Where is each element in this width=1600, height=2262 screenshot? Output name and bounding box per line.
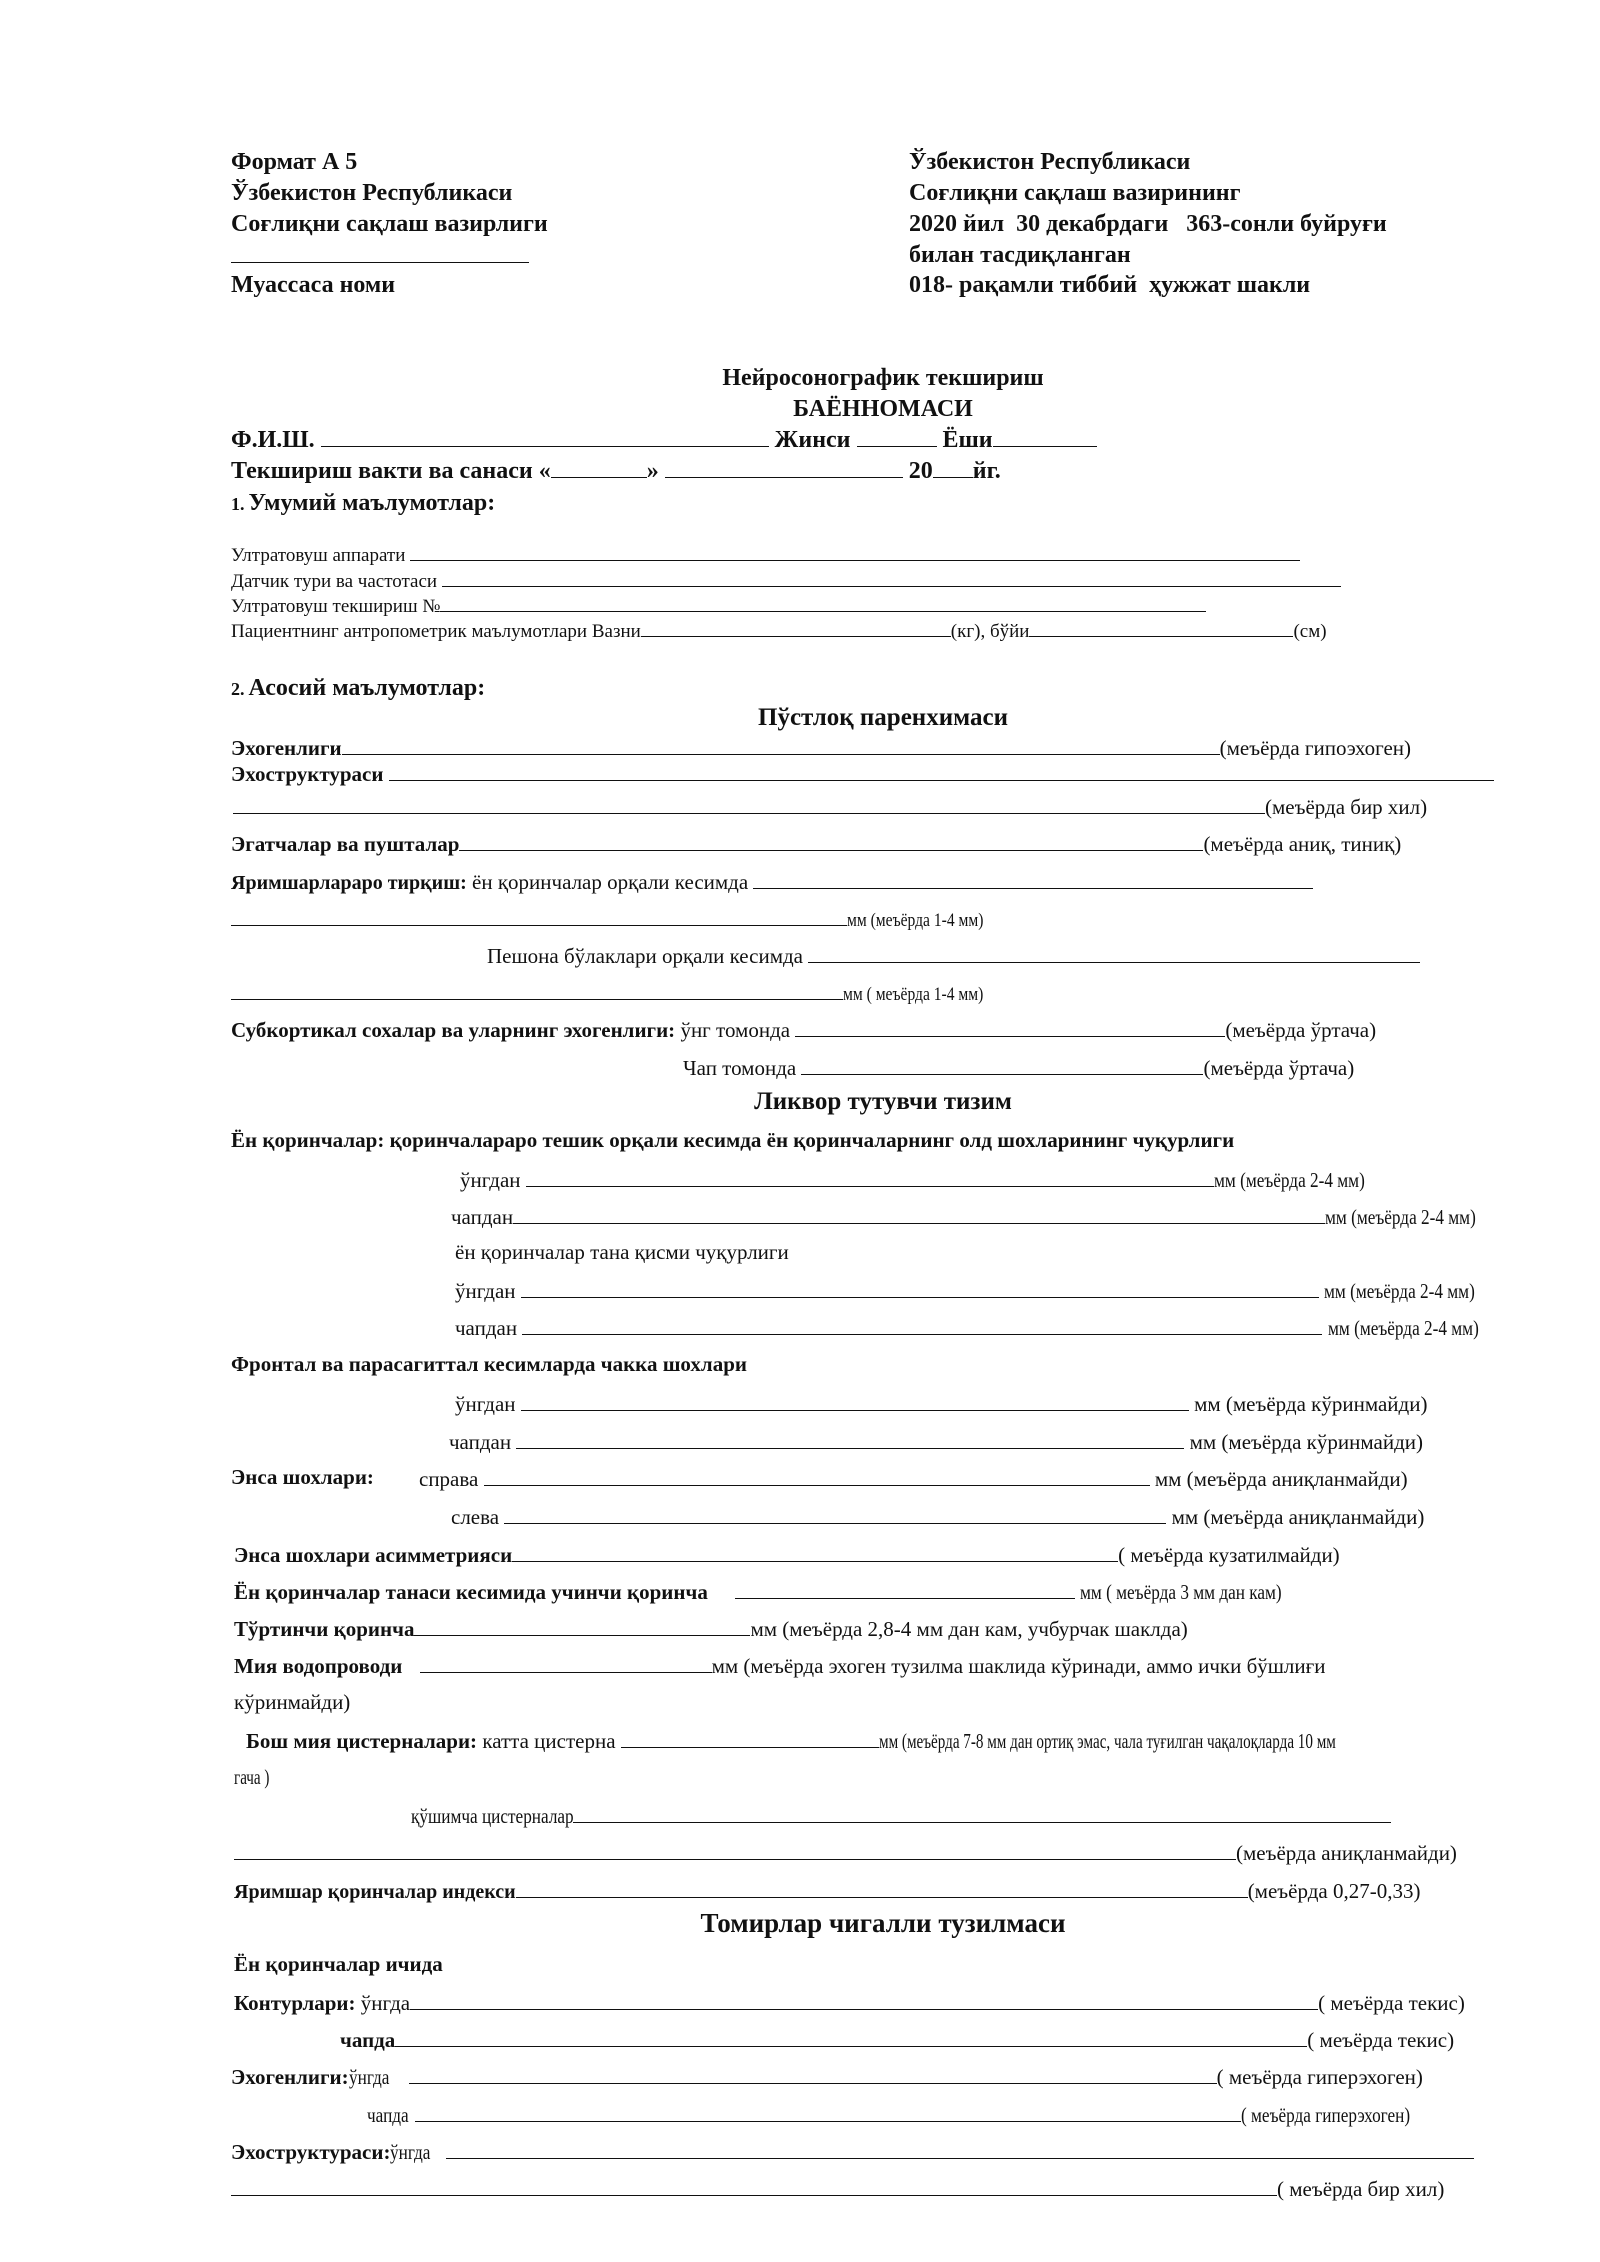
body-right-field[interactable] — [521, 1279, 1319, 1298]
document-title-line1: Нейросонографик текшириш — [722, 365, 1044, 391]
device-label: Ултратовуш аппарати — [231, 545, 406, 566]
contours-left-field[interactable] — [395, 2028, 1307, 2047]
echo-right-norm: ( меъёрда гиперэхоген) — [1216, 2065, 1423, 2089]
echostructure-label: Эхоструктураси — [231, 762, 384, 786]
contours-right-field[interactable] — [410, 1991, 1318, 2010]
occipital-left-label: слева — [451, 1505, 500, 1529]
fourth-ventricle-label: Тўртинчи қоринча — [234, 1617, 415, 1641]
echo-left-label: чапда — [367, 2103, 409, 2127]
echostructure-norm: (меъёрда бир хил) — [1265, 795, 1428, 819]
fissure-text: ён қоринчалар орқали кесимда — [466, 870, 749, 894]
subcortical-right-field[interactable] — [795, 1018, 1225, 1037]
occipital-right-row — [419, 1467, 1408, 1490]
extra-cisterns-norm: (меъёрда аниқланмайди) — [1236, 1841, 1457, 1865]
fissure-norm1: мм (меъёрда 1-4 мм) — [847, 910, 984, 931]
sensor-row — [231, 572, 1341, 591]
cortex-heading: Пўстлоқ паренхимаси — [758, 704, 1008, 731]
echostructure-row2 — [233, 795, 1427, 818]
temporal-left-norm: мм (меъёрда кўринмайди) — [1189, 1430, 1423, 1454]
struct-right-row — [231, 2140, 1474, 2163]
header-right-ministry: Соғлиқни сақлаш вазирининг — [909, 180, 1241, 206]
index-label: Яримшар қоринчалар индекси — [234, 1881, 516, 1903]
fissure-field-2[interactable] — [231, 907, 847, 926]
sensor-label: Датчик тури ва частотаси — [231, 571, 438, 592]
institution-label: Муассаса номи — [231, 272, 396, 298]
temporal-right-row — [455, 1392, 1427, 1415]
contours-right-norm: ( меъёрда текис) — [1318, 1991, 1465, 2015]
cisterns-norm-2-text: гача ) — [234, 1765, 270, 1789]
extra-cisterns-field[interactable] — [573, 1804, 1391, 1823]
echogenicity-label: Эхогенлиги — [231, 736, 342, 760]
cisterns-label: Бош мия цистерналари: — [246, 1729, 478, 1753]
sensor-field[interactable] — [442, 572, 1341, 587]
body-left-label: чапдан — [455, 1316, 518, 1340]
body-right-label: ўнгдан — [455, 1279, 516, 1303]
body-right-row — [455, 1279, 1508, 1302]
fourth-ventricle-field[interactable] — [414, 1617, 750, 1636]
echostructure-field[interactable] — [389, 762, 1494, 781]
echo-right-row — [231, 2065, 1423, 2088]
section1-heading — [231, 491, 495, 515]
aqueduct-norm: мм (меъёрда эхоген тузилма шаклида кўринади, аммо ички бўшлиғи — [711, 1654, 1326, 1678]
extra-cisterns-row2 — [234, 1841, 1457, 1864]
gender-field[interactable] — [857, 428, 937, 447]
cm-label: (см) — [1293, 621, 1327, 642]
anthropo-label: Пациентнинг антропометрик маълумотлари Вазни — [231, 621, 641, 642]
height-field[interactable] — [1029, 622, 1293, 637]
struct-right-label: ўнгда — [390, 2140, 431, 2164]
anthropometry-row — [231, 622, 1327, 641]
aqueduct-label: Мия водопроводи — [234, 1654, 403, 1678]
echogenicity-norm: (меъёрда гипоэхоген) — [1219, 736, 1412, 760]
exam-no-row — [231, 597, 1206, 616]
extra-cisterns-row — [411, 1804, 1391, 1827]
format-label: Формат А 5 — [231, 149, 358, 175]
section1-number: 1. — [231, 494, 245, 514]
contours-left-label: чапда — [340, 2028, 396, 2052]
month-field[interactable] — [665, 459, 903, 478]
kg-label: (кг), бўйи — [950, 621, 1030, 642]
index-field[interactable] — [516, 1879, 1248, 1898]
year-suffix: йг. — [972, 458, 1001, 484]
temporal-left-field[interactable] — [516, 1430, 1184, 1449]
extra-cisterns-field-2[interactable] — [234, 1841, 1236, 1860]
header-left-country: Ўзбекистон Республикаси — [231, 180, 513, 206]
frontal-row — [487, 944, 1420, 967]
fio-field[interactable] — [321, 428, 769, 447]
section2-number: 2. — [231, 679, 245, 699]
lateral-right-label: ўнгдан — [460, 1168, 521, 1192]
third-ventricle-field[interactable] — [735, 1580, 1075, 1599]
exam-no-label: Ултратовуш текшириш № — [231, 596, 441, 617]
fissure-row2 — [231, 907, 1013, 930]
body-left-norm: мм (меъёрда 2-4 мм) — [1327, 1316, 1479, 1340]
weight-field[interactable] — [641, 622, 951, 637]
fissure-field[interactable] — [753, 870, 1313, 889]
struct-label: Эхоструктураси: — [231, 2140, 391, 2164]
lateral-left-label: чапдан — [451, 1205, 514, 1229]
gender-label: Жинси — [774, 427, 851, 453]
gyri-label: Эгатчалар ва пушталар — [231, 832, 460, 856]
fissure-label: Яримшарлараро тирқиш: — [231, 872, 467, 894]
fourth-ventricle-norm: мм (меъёрда 2,8-4 мм дан кам, учбурчак шаклда) — [750, 1617, 1188, 1641]
asymmetry-norm: ( меъёрда кузатилмайди) — [1118, 1543, 1340, 1567]
header-right-form: 018- рақамли тиббий ҳужжат шакли — [909, 272, 1311, 298]
section2-title: Асосий маълумотлар: — [248, 675, 486, 701]
header-right-approved: билан тасдиқланган — [909, 242, 1131, 268]
index-row — [234, 1879, 1420, 1902]
quote-close: » — [646, 458, 659, 484]
device-row — [231, 546, 1300, 565]
aqueduct-row — [234, 1654, 1326, 1677]
cisterns-field[interactable] — [621, 1729, 879, 1748]
year-prefix: 20 — [908, 458, 933, 484]
left-side-norm: (меъёрда ўртача) — [1203, 1056, 1355, 1080]
fissure-norm2: мм ( меъёрда 1-4 мм) — [843, 984, 984, 1005]
subcortical-right: ўнг томонда — [675, 1018, 791, 1042]
left-side-field[interactable] — [801, 1056, 1203, 1075]
day-field[interactable] — [551, 459, 647, 478]
gyri-row — [231, 832, 1401, 855]
fio-label: Ф.И.Ш. — [231, 427, 315, 453]
lateral-left-field[interactable] — [513, 1205, 1325, 1224]
temporal-left-label: чапдан — [449, 1430, 512, 1454]
body-right-norm: мм (меъёрда 2-4 мм) — [1324, 1279, 1475, 1303]
body-left-field[interactable] — [522, 1316, 1322, 1335]
temporal-left-row — [449, 1430, 1423, 1453]
subcortical-row — [231, 1018, 1376, 1041]
occipital-label: Энса шохлари: — [231, 1465, 374, 1489]
occipital-right-field[interactable] — [484, 1467, 1150, 1486]
contours-left-norm: ( меъёрда текис) — [1307, 2028, 1455, 2052]
frontal-text: Пешона бўлаклари орқали кесимда — [487, 944, 803, 968]
exam-datetime-row — [231, 459, 1001, 483]
exam-no-field[interactable] — [440, 597, 1206, 612]
echo-right-field[interactable] — [409, 2065, 1217, 2084]
body-depth-label: ён қоринчалар тана қисми чуқурлиги — [455, 1240, 789, 1264]
cisterns-norm: мм (меъёрда 7-8 мм дан ортиқ эмас, чала туғилган чақалоқларда 10 мм — [878, 1729, 1336, 1753]
subcortical-norm: (меъёрда ўртача) — [1225, 1018, 1377, 1042]
contours-left-row — [340, 2028, 1454, 2051]
age-field[interactable] — [993, 428, 1097, 447]
frontal-field[interactable] — [808, 944, 1420, 963]
echo-left-row — [367, 2103, 1447, 2126]
struct-norm: ( меъёрда бир хил) — [1277, 2177, 1445, 2201]
institution-name-line — [231, 262, 529, 263]
echostructure-field-2[interactable] — [233, 795, 1265, 814]
occipital-left-row — [451, 1505, 1424, 1528]
struct-field-2[interactable] — [231, 2177, 1277, 2196]
lateral-heading: Ён қоринчалар: қоринчалараро тешик орқали кесимда ён қоринчаларнинг олд шохларининг чуқурлиги — [231, 1128, 1235, 1152]
gyri-norm: (меъёрда аниқ, тиниқ) — [1203, 832, 1402, 856]
cisterns-big: катта цистерна — [477, 1729, 616, 1753]
index-norm: (меъёрда 0,27-0,33) — [1247, 1879, 1421, 1903]
header-right-country: Ўзбекистон Республикаси — [909, 149, 1191, 175]
occipital-right-norm: мм (меъёрда аниқланмайди) — [1154, 1467, 1408, 1491]
fissure-row — [231, 870, 1313, 893]
echo-right-label: ўнгда — [348, 2065, 390, 2089]
datetime-label: Текшириш вакти ва санаси « — [231, 458, 551, 484]
occipital-left-field[interactable] — [504, 1505, 1166, 1524]
temporal-right-label: ўнгдан — [455, 1392, 516, 1416]
document-title-line2: БАЁННОМАСИ — [793, 396, 973, 422]
section1-title: Умумий маълумотлар: — [248, 490, 496, 516]
asymmetry-row — [234, 1543, 1340, 1566]
left-side-label: Чап томонда — [683, 1056, 797, 1080]
lateral-right-field[interactable] — [526, 1168, 1214, 1187]
subcortical-label: Субкортикал сохалар ва уларнинг эхогенлиги: — [231, 1018, 676, 1042]
contours-right-label: ўнгда — [355, 1991, 411, 2015]
struct-row2 — [231, 2177, 1444, 2200]
asymmetry-label: Энса шохлари асимметрияси — [234, 1543, 513, 1567]
struct-right-field[interactable] — [446, 2140, 1474, 2159]
year-field[interactable] — [933, 459, 973, 478]
cisterns-row — [246, 1729, 1513, 1752]
gyri-field[interactable] — [459, 832, 1203, 851]
lateral-right-norm: мм (меъёрда 2-4 мм) — [1213, 1168, 1365, 1192]
left-side-row — [683, 1056, 1354, 1079]
contours-right-row — [234, 1991, 1465, 2014]
fourth-ventricle-row — [234, 1617, 1188, 1640]
plexus-inside: Ён қоринчалар ичида — [234, 1952, 443, 1976]
temporal-right-norm: мм (меъёрда кўринмайди) — [1194, 1392, 1428, 1416]
header-right-order: 2020 йил 30 декабрдаги 363-сонли буйруғи — [909, 211, 1387, 237]
echogenicity-field[interactable] — [342, 736, 1220, 755]
occipital-left-norm: мм (меъёрда аниқланмайди) — [1171, 1505, 1425, 1529]
echo-left-norm: ( меъёрда гиперэхоген) — [1241, 2103, 1411, 2127]
plexus-heading: Томирлар чигалли тузилмаси — [700, 1908, 1066, 1938]
header-left-ministry: Соғлиқни сақлаш вазирлиги — [231, 211, 548, 237]
csf-heading: Ликвор тутувчи тизим — [754, 1088, 1012, 1115]
third-ventricle-row — [234, 1580, 1380, 1603]
age-label: Ёши — [942, 427, 993, 453]
temporal-heading: Фронтал ва парасагиттал кесимларда чакка шохлари — [231, 1352, 747, 1376]
third-ventricle-label: Ён қоринчалар танаси кесимида учинчи қоринча — [234, 1580, 708, 1604]
lateral-left-norm: мм (меъёрда 2-4 мм) — [1325, 1205, 1476, 1229]
lateral-left-row — [451, 1205, 1509, 1228]
echogenicity-row — [231, 736, 1411, 759]
device-field[interactable] — [410, 546, 1300, 561]
patient-name-row — [231, 428, 1097, 452]
asymmetry-field[interactable] — [512, 1543, 1118, 1562]
body-left-row — [455, 1316, 1512, 1339]
temporal-right-field[interactable] — [521, 1392, 1189, 1411]
section2-heading — [231, 676, 485, 700]
aqueduct-field[interactable] — [420, 1654, 712, 1673]
echo-left-field[interactable] — [415, 2103, 1241, 2122]
aqueduct-norm-2: кўринмайди) — [234, 1690, 351, 1714]
occipital-right-label: справа — [419, 1467, 479, 1491]
echo-label: Эхогенлиги: — [231, 2065, 349, 2089]
contours-label: Контурлари: — [234, 1991, 356, 2015]
echostructure-row — [231, 762, 1494, 785]
cisterns-norm-2 — [234, 1767, 283, 1788]
frontal-row2 — [231, 981, 1014, 1004]
third-ventricle-norm: мм ( меъёрда 3 мм дан кам) — [1080, 1580, 1282, 1604]
extra-cisterns-label: қўшимча цистерналар — [411, 1804, 574, 1828]
lateral-right-row — [460, 1168, 1398, 1191]
frontal-field-2[interactable] — [231, 981, 843, 1000]
